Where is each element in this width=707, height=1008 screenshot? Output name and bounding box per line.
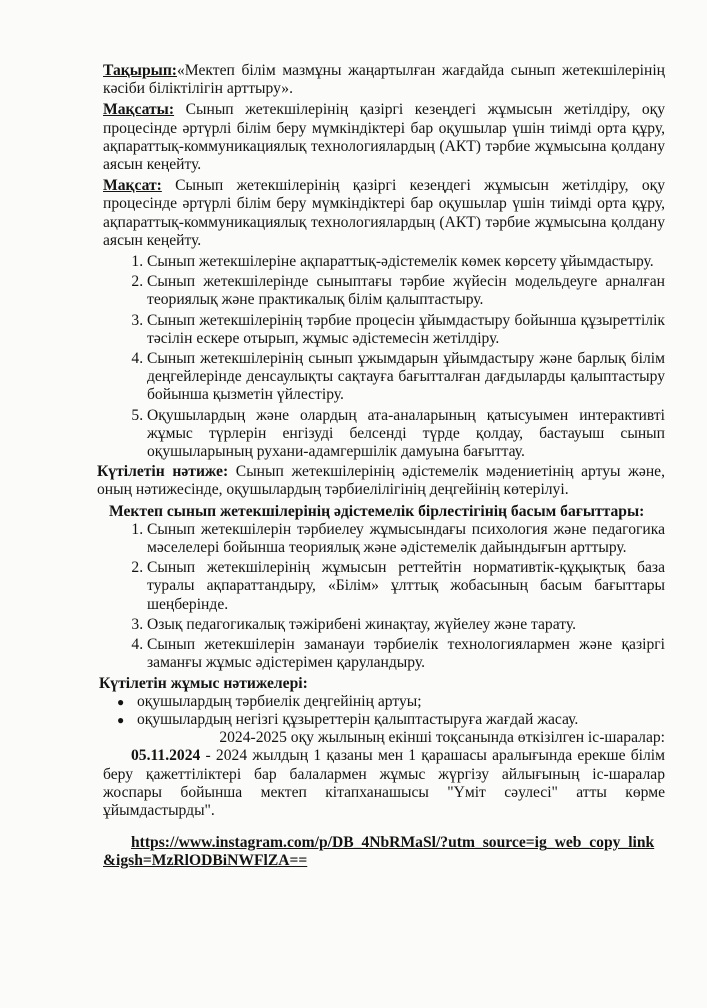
aim-paragraph-1 xyxy=(103,101,665,174)
result-item xyxy=(117,710,665,729)
results-heading: Күтілетін жұмыс нәтижелері: xyxy=(99,674,308,692)
document-body xyxy=(97,62,665,871)
task-item: 1. Сынып жетекшілеріне ақпараттық-әдістемелік көмек көрсету ұйымдастыру. xyxy=(147,253,665,271)
bullet-icon: ● xyxy=(117,694,125,709)
expected-text: Сынып жетекшілерінің әдістемелік мәдениетінің артуы және, оның нәтижесінде, оқушылардың тәрбиелілігінің деңгейінің көтерілуі. xyxy=(97,463,665,499)
topic-text: «Мектеп білім мазмұны жаңартылған жағдайда сынып жетекшілерінің кәсіби біліктілігін арттыру». xyxy=(103,62,665,98)
task-item: 5. Оқушылардың және олардың ата-аналарының қатысуымен интерактивті жұмыс түрлерін енгізуді белсенді түрде қолдау, бастауыш сынып оқушыларының рухани-адамгершілік дамуына бағыттау. xyxy=(147,407,665,462)
instagram-link[interactable]: https://www.instagram.com/p/DB_4NbRMaSl/?utm_source=ig_web_copy_link&igsh=MzRlODBiNWFlZA== xyxy=(103,834,655,870)
expected-label: Күтілетін нәтиже: xyxy=(97,463,229,481)
bullet-icon: ● xyxy=(117,712,125,727)
direction-item: 3. Озық педагогикалық тәжірибені жинақтау, жүйелеу және тарату. xyxy=(147,616,665,634)
results-list xyxy=(103,693,665,729)
result-text: оқушылардың негізгі құзыреттерін қалыптастыруға жағдай жасау. xyxy=(137,710,579,728)
event-text: - 2024 жылдың 1 қазаны мен 1 қарашасы аралығында ерекше білім беру қажеттіліктері бар балалармен жұмыс жүргізу айлығының іс-шаралар жоспары бойынша мектеп кітапханашысы "Үміт сәулесі" атты көрме ұйымдастырды". xyxy=(103,747,665,819)
aim-paragraph-2 xyxy=(103,177,665,250)
direction-item: 1. Сынып жетекшілерін тәрбиелеу жұмысындағы психология және педагогика мәселелері бойынша теориялық және әдістемелік дайындығын арттыру. xyxy=(147,521,665,557)
task-item: 2. Сынып жетекшілерінде сыныптағы тәрбие жүйесін модельдеуге арналған теориялық және практикалық білім қалыптастыру. xyxy=(147,273,665,309)
topic-label: Тақырып: xyxy=(103,62,177,79)
aim-text-2: Сынып жетекшілерінің қазіргі кезеңдегі жұмысын жетілдіру, оқу процесінде әртүрлі білім беру мүмкіндіктері бар оқушылар үшін тиімді орта құру, ақпараттық-коммуникациялық технологиялардың (АКТ) тәрбие жұмысына қолдану аясын кеңейту. xyxy=(103,177,665,249)
aim-text-1: Сынып жетекшілерінің қазіргі кезеңдегі жұмысын жетілдіру, оқу процесінде әртүрлі білім беру мүмкіндіктері бар оқушылар үшін тиімді орта құру, ақпараттық-коммуникациялық технологиялардың (АКТ) тәрбие жұмысына қолдану аясын кеңейту. xyxy=(103,101,665,174)
aim-label-2: Мақсат: xyxy=(103,177,162,195)
task-item: 3. Сынып жетекшілерінің тәрбие процесін ұйымдастыру бойынша құзыреттілік тәсілін ескере отырып, жұмыс әдістемесін жетілдіру. xyxy=(147,312,665,348)
topic-paragraph xyxy=(103,62,665,98)
expected-paragraph xyxy=(97,463,665,499)
aim-label-1: Мақсаты: xyxy=(103,101,175,119)
task-item: 4. Сынып жетекшілерінің сынып ұжымдарын ұйымдастыру және барлық білім деңгейлерінде денсаулықты сақтауға бағытталған дағдыларды қалыптастыру бойынша қызметін үйлестіру. xyxy=(147,350,665,405)
direction-item: 2. Сынып жетекшілерінің жұмысын реттейтін нормативтік-құқықтық база туралы ақпараттандыру, «Білім» ұлттық жобасының басым бағыттары шеңберінде. xyxy=(147,559,665,614)
result-item xyxy=(117,692,665,711)
event-date: 05.11.2024 xyxy=(131,747,201,765)
events-intro: 2024-2025 оқу жылының екінші тоқсанында өткізілген іс-шаралар: xyxy=(219,729,665,747)
direction-item: 4. Сынып жетекшілерін заманауи тәрбиелік технологиялармен және қазіргі заманғы жұмыс әдістерімен қаруландыру. xyxy=(147,636,665,672)
tasks-list xyxy=(103,253,665,461)
event-paragraph xyxy=(103,747,665,820)
result-text: оқушылардың тәрбиелік деңгейінің артуы; xyxy=(137,692,422,710)
directions-list xyxy=(103,521,665,673)
directions-heading: Мектеп сынып жетекшілерінің әдістемелік бірлестігінің басым бағыттары: xyxy=(109,502,645,520)
